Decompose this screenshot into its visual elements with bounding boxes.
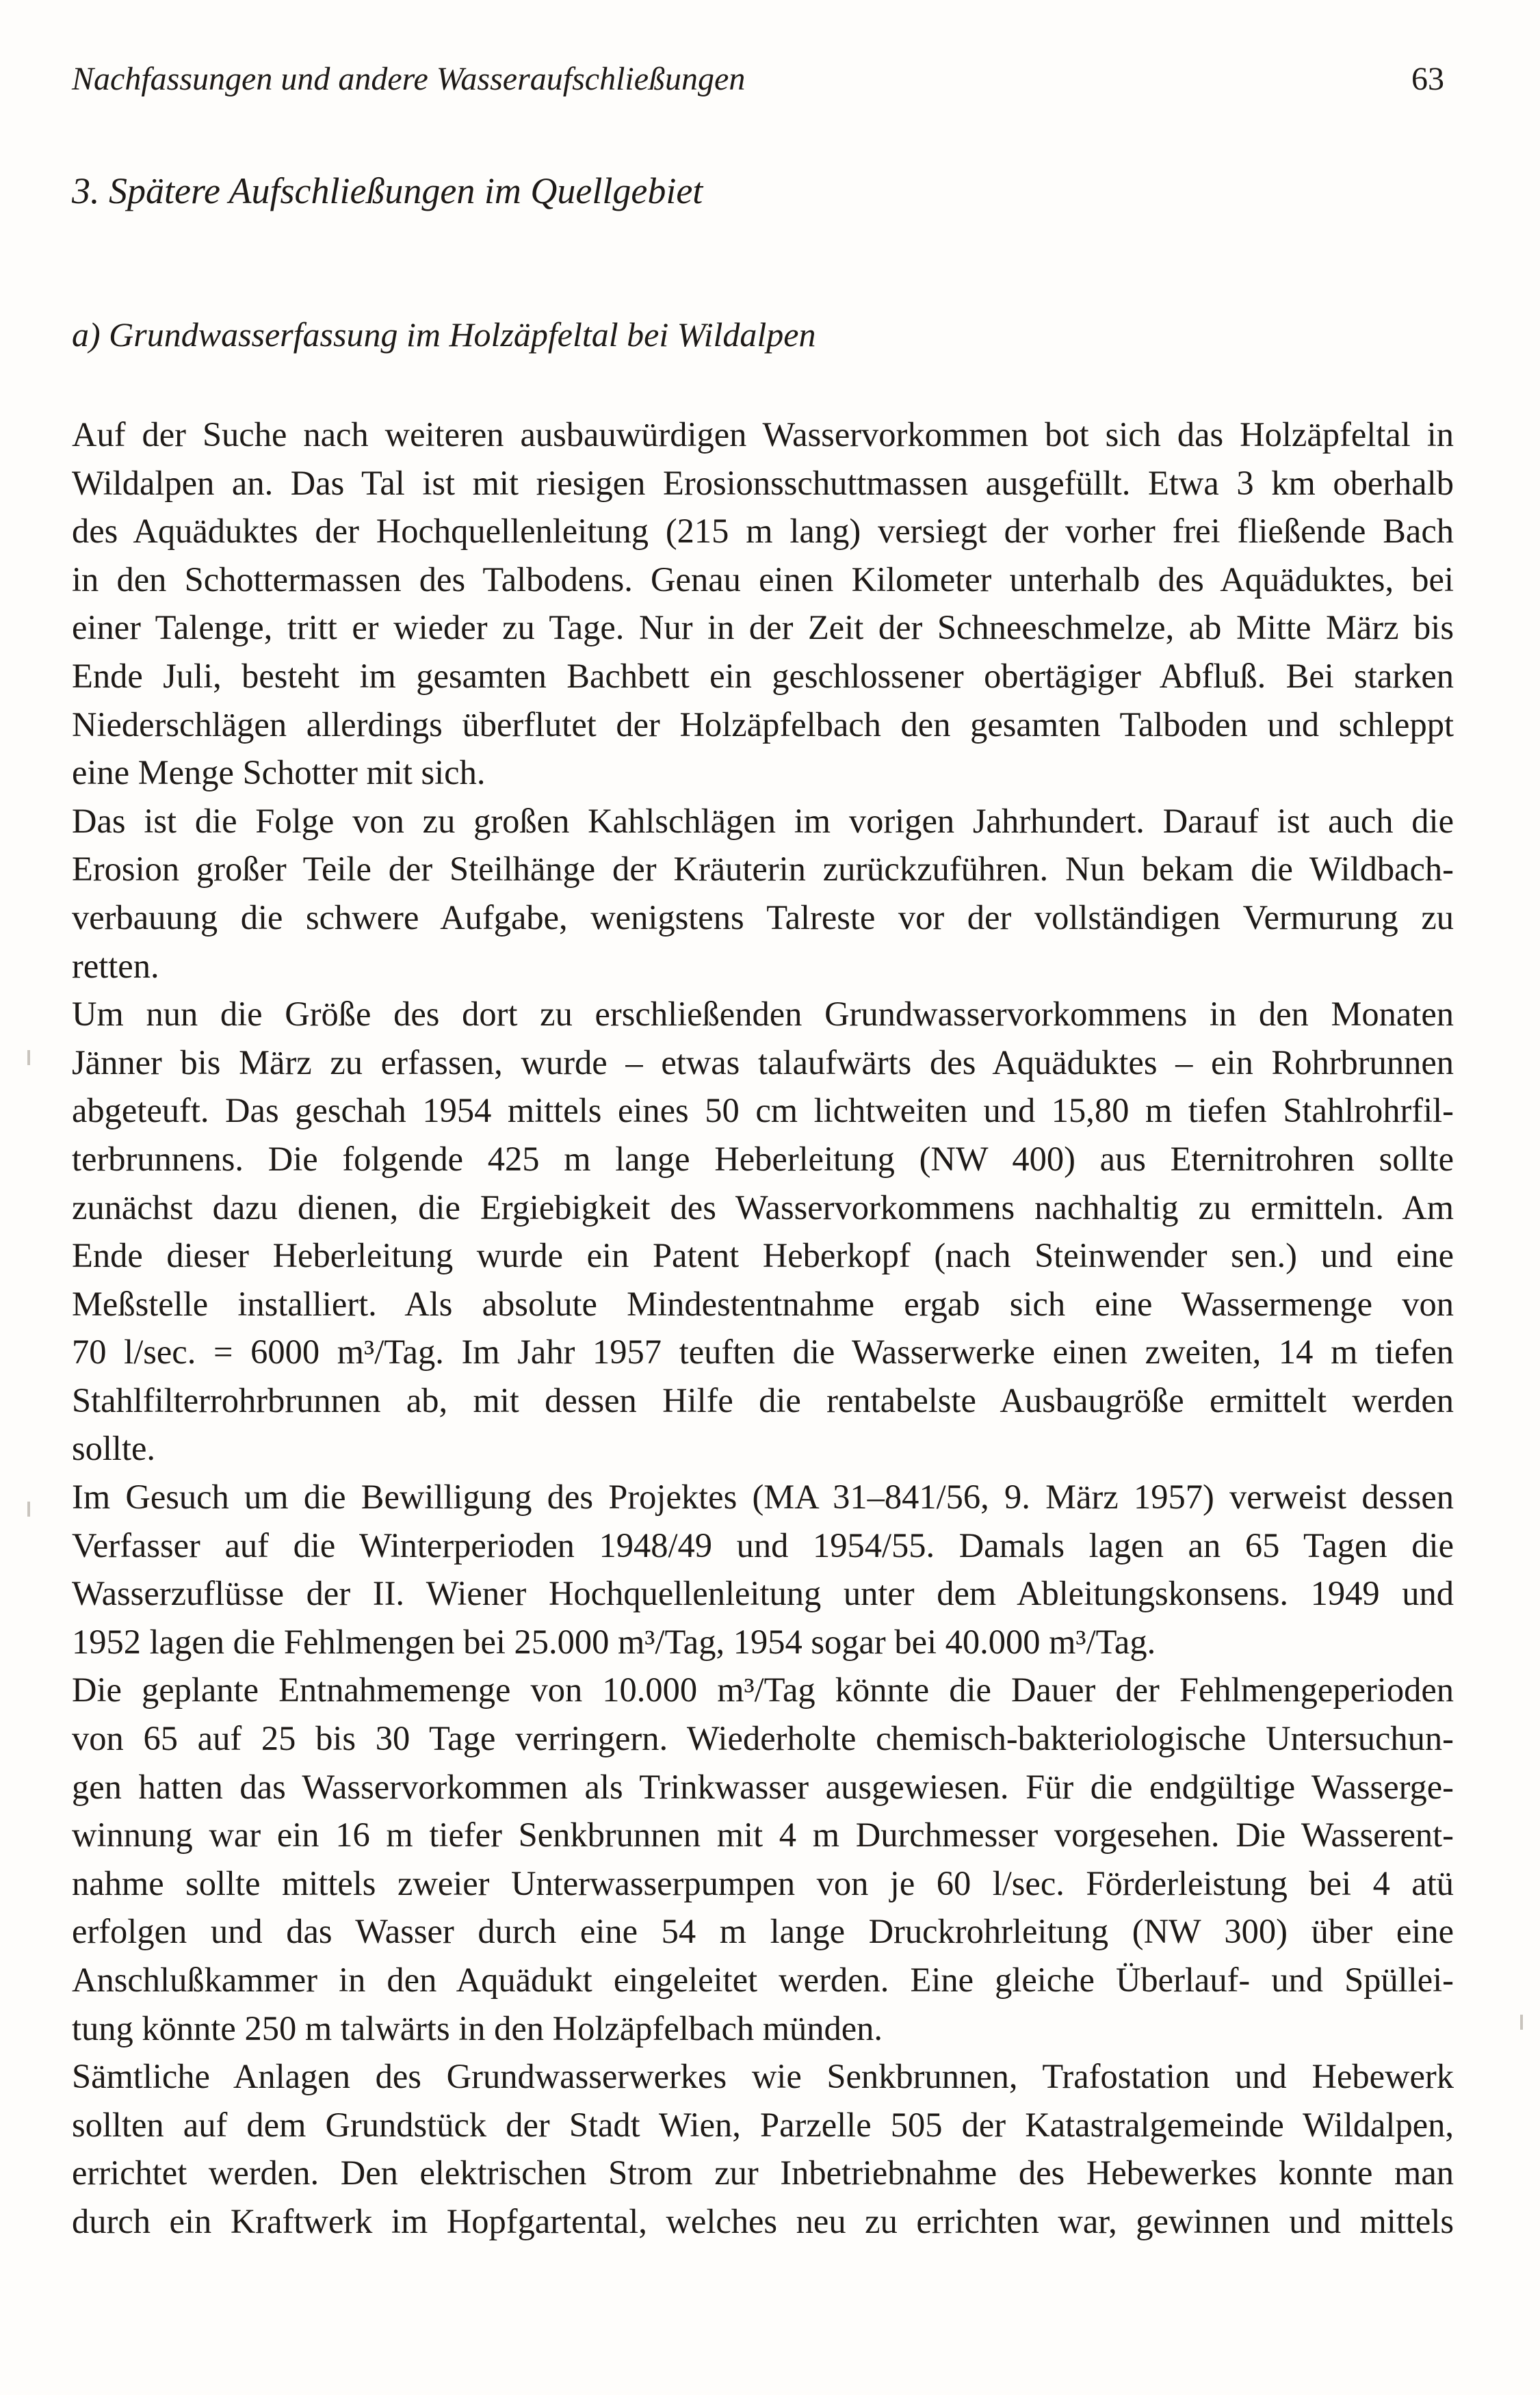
text-line: in den Schottermassen des Talbodens. Genau einen Kilometer unterhalb des Aquäduktes, bei [72,560,1454,599]
text-line: gen hatten das Wasservorkommen als Trinkwasser ausgewiesen. Für die endgültige Wasserge- [72,1767,1454,1806]
text-line: eine Menge Schotter mit sich. [72,753,486,792]
text-line: Das ist die Folge von zu großen Kahlschlägen im vorigen Jahrhundert. Darauf ist auch die [72,801,1454,840]
text-line: Auf der Suche nach weiteren ausbauwürdigen Wasservorkommen bot sich das Holzäpfeltal in [72,415,1454,454]
paragraph [72,990,1454,1473]
paragraph [72,1666,1454,2052]
text-line: von 65 auf 25 bis 30 Tage verringern. Wiederholte chemisch-bakteriologische Untersuchun- [72,1719,1454,1758]
text-line: Im Gesuch um die Bewilligung des Projektes (MA 31–841/56, 9. März 1957) verweist dessen [72,1478,1454,1517]
text-line: retten. [72,946,159,985]
text-line: Ende Juli, besteht im gesamten Bachbett ein geschlossener obertägiger Abfluß. Bei starken [72,656,1454,695]
running-head [72,60,1444,101]
text-line: Jänner bis März zu erfassen, wurde – etwas talaufwärts des Aquäduktes – ein Rohrbrunnen [72,1043,1454,1082]
text-line: Ende dieser Heberleitung wurde ein Patent Heberkopf (nach Steinwender sen.) und eine [72,1236,1454,1275]
text-line: des Aquäduktes der Hochquellenleitung (215 m lang) versiegt der vorher frei fließende Bach [72,512,1454,551]
text-line: Stahlfilterrohrbrunnen ab, mit dessen Hilfe die rentabelste Ausbaugröße ermittelt werden [72,1380,1454,1419]
text-line: sollte. [72,1429,156,1468]
paragraph [72,410,1454,797]
text-line: Wasserzuflüsse der II. Wiener Hochquellenleitung unter dem Ableitungskonsens. 1949 und [72,1574,1454,1613]
text-line: einer Talenge, tritt er wieder zu Tage. Nur in der Zeit der Schneeschmelze, ab Mitte März bis [72,608,1454,647]
text-line: Niederschlägen allerdings überflutet der Holzäpfelbach den gesamten Talboden und schleppt [72,705,1454,744]
running-title: Nachfassungen und andere Wasseraufschließungen [72,61,746,97]
text-line: Meßstelle installiert. Als absolute Mindestentnahme ergab sich eine Wassermenge von [72,1284,1454,1323]
body-text [72,410,1454,2246]
text-line: 1952 lagen die Fehlmengen bei 25.000 m³/Tag, 1954 sogar bei 40.000 m³/Tag. [72,1622,1156,1661]
section-heading: 3. Spätere Aufschließungen im Quellgebiet [72,170,703,211]
page-number: 63 [1411,61,1444,97]
text-line: sollten auf dem Grundstück der Stadt Wien, Parzelle 505 der Katastralgemeinde Wildalpen, [72,2105,1454,2144]
paragraph [72,797,1454,990]
paragraph [72,2052,1454,2245]
text-line: errichtet werden. Den elektrischen Strom zur Inbetriebnahme des Hebewerkes konnte man [72,2154,1454,2193]
paragraph [72,1473,1454,1666]
text-line: erfolgen und das Wasser durch eine 54 m lange Druckrohrleitung (NW 300) über eine [72,1912,1454,1951]
text-line: winnung war ein 16 m tiefer Senkbrunnen mit 4 m Durchmesser vorgesehen. Die Wasserent- [72,1816,1454,1855]
text-line: Die geplante Entnahmemenge von 10.000 m³/Tag könnte die Dauer der Fehlmengeperioden [72,1671,1454,1710]
sub-heading: a) Grundwasserfassung im Holzäpfeltal bei Wildalpen [72,315,816,354]
text-line: 70 l/sec. = 6000 m³/Tag. Im Jahr 1957 teuften die Wasserwerke einen zweiten, 14 m tiefen [72,1333,1454,1372]
text-line: Sämtliche Anlagen des Grundwasserwerkes wie Senkbrunnen, Trafostation und Hebewerk [72,2057,1454,2096]
text-line: Anschlußkammer in den Aquädukt eingeleitet werden. Eine gleiche Überlauf- und Spüllei- [72,1961,1454,1999]
text-line: Erosion großer Teile der Steilhänge der Kräuterin zurückzuführen. Nun bekam die Wildbach- [72,850,1454,889]
text-line: verbauung die schwere Aufgabe, wenigstens Talreste vor der vollständigen Vermurung zu [72,898,1454,937]
text-line: Um nun die Größe des dort zu erschließenden Grundwasservorkommens in den Monaten [72,995,1454,1034]
margin-mark [27,1502,30,1517]
text-line: Wildalpen an. Das Tal ist mit riesigen Erosionsschuttmassen ausgefüllt. Etwa 3 km oberhalb [72,463,1454,502]
margin-mark [1520,2015,1523,2030]
text-line: nahme sollte mittels zweier Unterwasserpumpen von je 60 l/sec. Förderleistung bei 4 atü [72,1863,1454,1902]
margin-mark [27,1050,30,1065]
text-line: tung könnte 250 m talwärts in den Holzäpfelbach münden. [72,2008,883,2047]
text-line: durch ein Kraftwerk im Hopfgartental, welches neu zu errichten war, gewinnen und mittels [72,2201,1454,2240]
text-line: zunächst dazu dienen, die Ergiebigkeit des Wasservorkommens nachhaltig zu ermitteln. Am [72,1188,1454,1227]
text-line: abgeteuft. Das geschah 1954 mittels eines 50 cm lichtweiten und 15,80 m tiefen Stahlrohrfil- [72,1091,1454,1130]
text-line: Verfasser auf die Winterperioden 1948/49 und 1954/55. Damals lagen an 65 Tagen die [72,1526,1454,1565]
text-line: terbrunnens. Die folgende 425 m lange Heberleitung (NW 400) aus Eternitrohren sollte [72,1139,1454,1178]
